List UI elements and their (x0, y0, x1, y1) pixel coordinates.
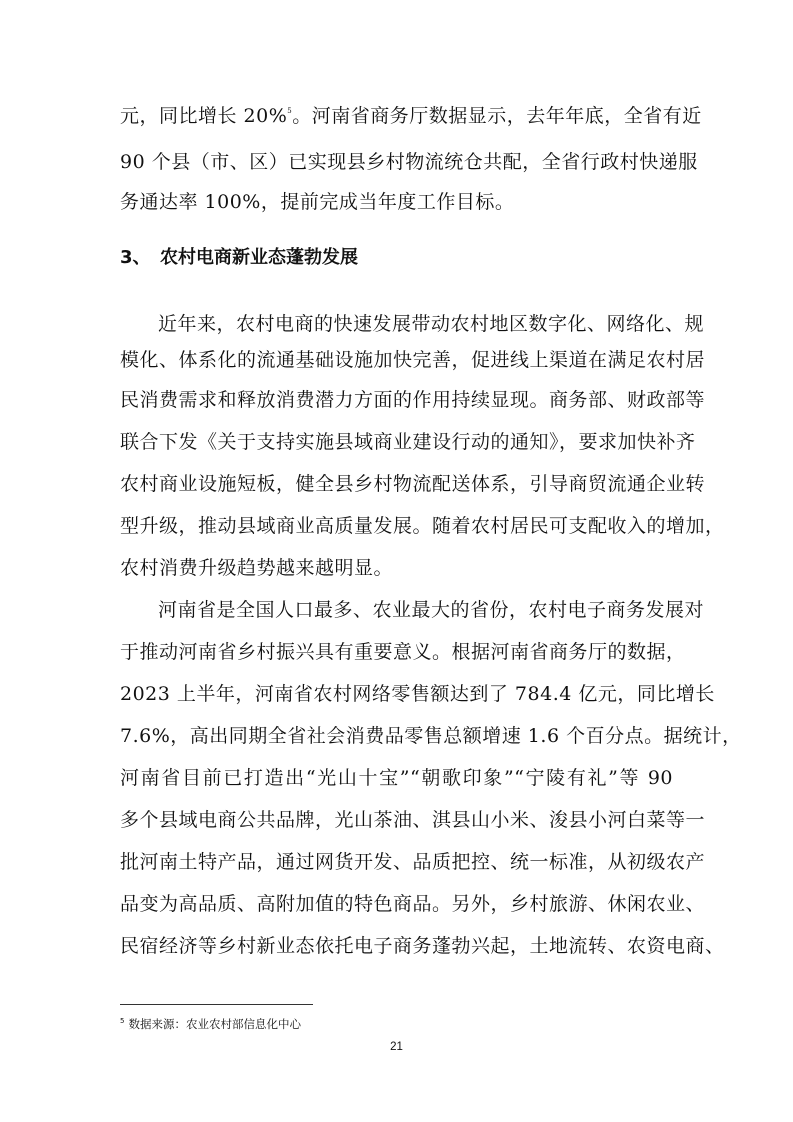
section-title: 农村电商新业态蓬勃发展 (160, 247, 358, 268)
paragraph-2-line: 于推动河南省乡村振兴具有重要意义。根据河南省商务厅的数据， (120, 641, 686, 663)
paragraph-2-line: 2023 上半年，河南省农村网络零售额达到了 784.4 亿元，同比增长 (120, 683, 715, 705)
body-line: 90 个县（市、区）已实现县乡村物流统仓共配，全省行政村快递服 (120, 151, 698, 173)
paragraph-2-line: 批河南土特产品，通过网货开发、品质把控、统一标准，从初级农产 (120, 851, 706, 873)
paragraph-1-line: 型升级，推动县域商业高质量发展。随着农村居民可支配收入的增加， (120, 515, 725, 537)
body-line (120, 104, 702, 128)
paragraph-2-line: 多个县域电商公共品牌，光山茶油、淇县山小米、浚县小河白菜等一 (120, 809, 706, 831)
footnote (120, 1013, 301, 1032)
paragraph-2-line: 河南省是全国人口最多、农业最大的省份，农村电子商务发展对 (158, 599, 705, 621)
page-number: 21 (390, 1041, 403, 1053)
paragraph-1-line: 近年来，农村电商的快速发展带动农村地区数字化、网络化、规 (158, 313, 705, 335)
paragraph-1-line: 民消费需求和释放消费潜力方面的作用持续显现。商务部、财政部等 (120, 389, 706, 411)
footnote-separator (120, 1004, 313, 1005)
paragraph-2-line: 7.6%，高出同期全省社会消费品零售总额增速 1.6 个百分点。据统计， (120, 725, 742, 747)
section-heading (120, 246, 358, 270)
paragraph-1-line: 农村消费升级趋势越来越明显。 (120, 557, 394, 579)
paragraph-2-line: 河南省目前已打造出“光山十宝”“朝歌印象”“宁陵有礼”等 90 (120, 767, 673, 789)
section-number: 3、 (120, 247, 151, 268)
paragraph-1-line: 农村商业设施短板，健全县乡村物流配送体系，引导商贸流通企业转 (120, 473, 706, 495)
body-line: 务通达率 100%，提前完成当年度工作目标。 (120, 191, 515, 213)
paragraph-1-line: 模化、体系化的流通基础设施加快完善，促进线上渠道在满足农村居 (120, 349, 706, 371)
text-run: 元，同比增长 20% (120, 105, 288, 127)
paragraph-1-line: 联合下发《关于支持实施县域商业建设行动的通知》，要求加快补齐 (120, 431, 696, 453)
footnote-reference[interactable]: 5 (287, 107, 293, 115)
footnote-mark: 5 (120, 1017, 125, 1025)
text-run: 。河南省商务厅数据显示，去年年底，全省有近 (292, 105, 702, 127)
footnote-text: 数据来源：农业农村部信息化中心 (128, 1017, 301, 1031)
paragraph-2-line: 民宿经济等乡村新业态依托电子商务蓬勃兴起，土地流转、农资电商、 (120, 935, 725, 957)
paragraph-2-line: 品变为高品质、高附加值的特色商品。另外，乡村旅游、休闲农业、 (120, 893, 706, 915)
